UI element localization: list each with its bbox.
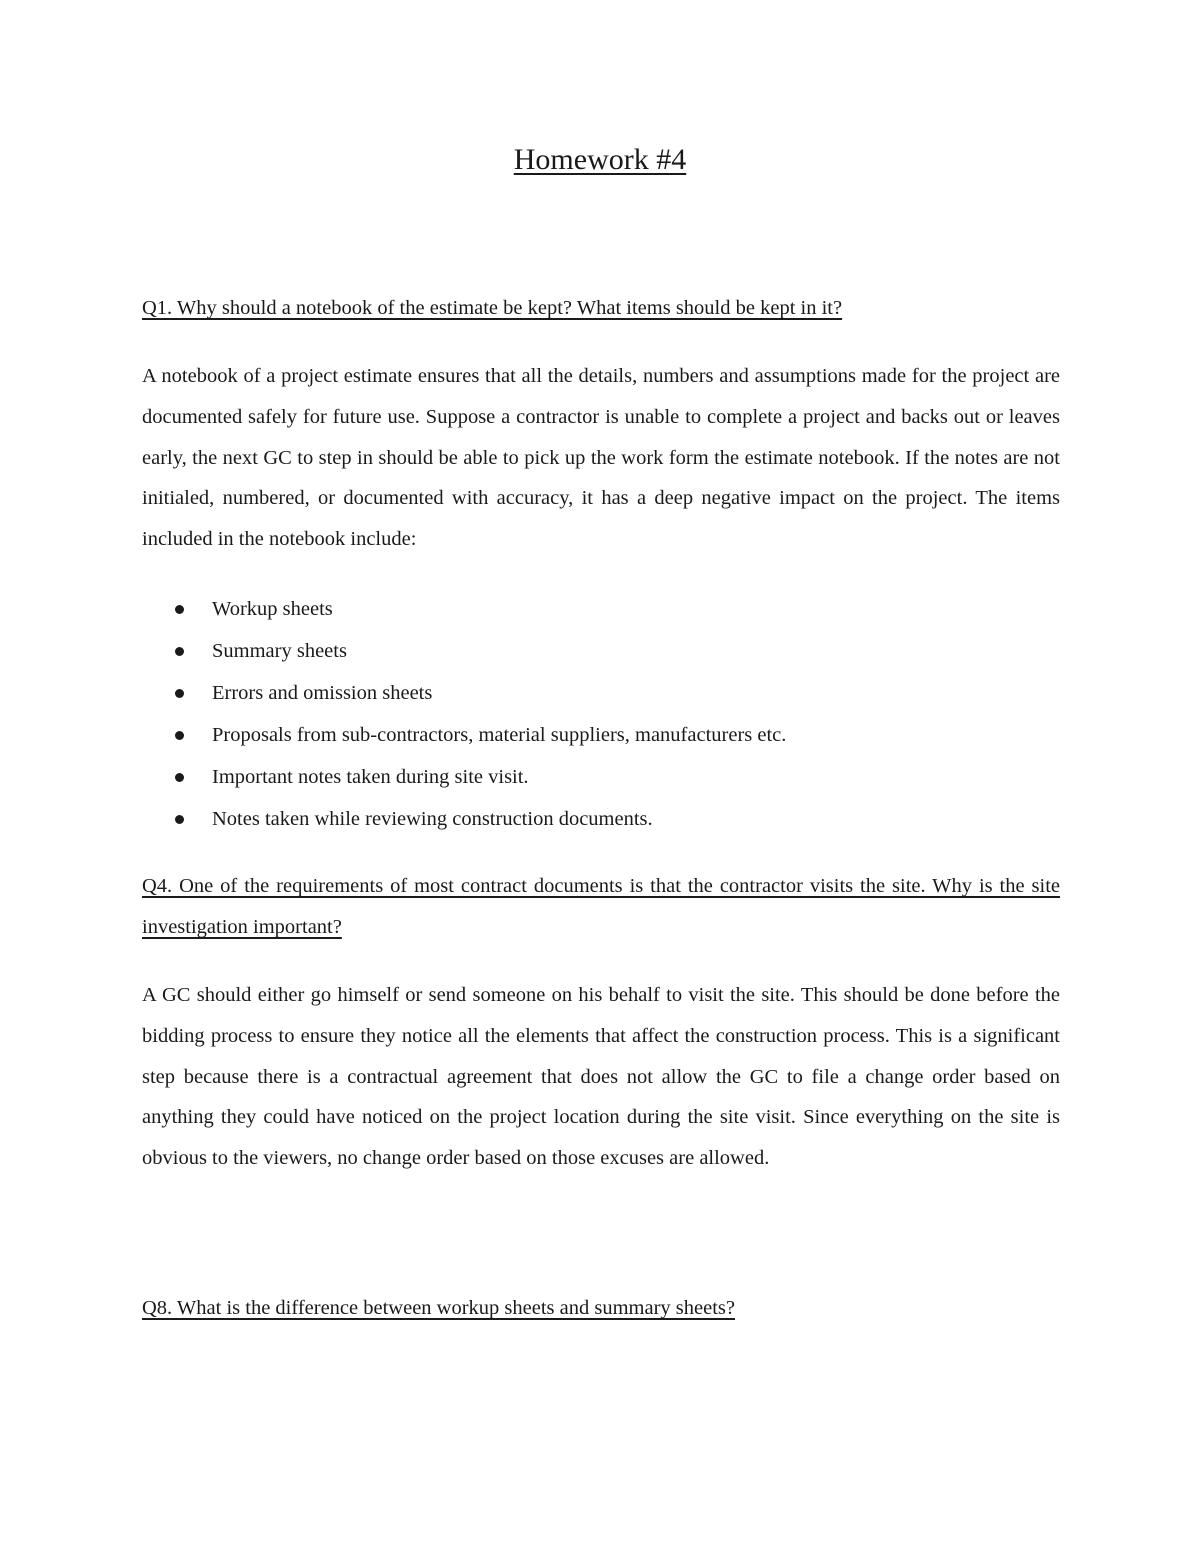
- document-title: Homework #4: [513, 143, 687, 176]
- bullet-icon: [175, 647, 184, 656]
- question-4: Q4. One of the requirements of most contract documents is that the contractor visits the site. Why is the site investigation important?: [142, 875, 1060, 938]
- answer-4: A GC should either go himself or send someone on his behalf to visit the site. This should be done before the bidding process to ensure they notice all the elements that affect the construction process. This is a significant step because there is a contractual agreement that does not allow the GC to file a change order based on anything they could have noticed on the project location during the site visit. Since everything on the site is obvious to the viewers, no change order based on those excuses are allowed.: [142, 984, 1060, 1170]
- list-item-text: Proposals from sub-contractors, material suppliers, manufacturers etc.: [212, 724, 787, 746]
- list-item-text: Summary sheets: [212, 640, 347, 662]
- list-item: [142, 588, 1060, 630]
- list-item: [142, 630, 1060, 672]
- question-1: Q1. Why should a notebook of the estimate be kept? What items should be kept in it?: [142, 297, 843, 319]
- list-item: [142, 798, 1060, 840]
- notebook-items-list: [142, 588, 1060, 840]
- bullet-icon: [175, 731, 184, 740]
- list-item: [142, 756, 1060, 798]
- list-item: [142, 714, 1060, 756]
- answer-1: A notebook of a project estimate ensures that all the details, numbers and assumptions made for the project are documented safely for future use. Suppose a contractor is unable to complete a project and backs out or leaves early, the next GC to step in should be able to pick up the work form the estimate notebook. If the notes are not initialed, numbered, or documented with accuracy, it has a deep negative impact on the project. The items included in the notebook include:: [142, 365, 1060, 551]
- list-item: [142, 672, 1060, 714]
- list-item-text: Important notes taken during site visit.: [212, 766, 529, 788]
- bullet-icon: [175, 773, 184, 782]
- document-title-wrapper: [0, 140, 1200, 180]
- bullet-icon: [175, 689, 184, 698]
- bullet-icon: [175, 605, 184, 614]
- question-8: Q8. What is the difference between workup sheets and summary sheets?: [142, 1297, 735, 1319]
- list-item-text: Errors and omission sheets: [212, 682, 433, 704]
- bullet-icon: [175, 815, 184, 824]
- list-item-text: Workup sheets: [212, 598, 333, 620]
- list-item-text: Notes taken while reviewing construction documents.: [212, 808, 653, 830]
